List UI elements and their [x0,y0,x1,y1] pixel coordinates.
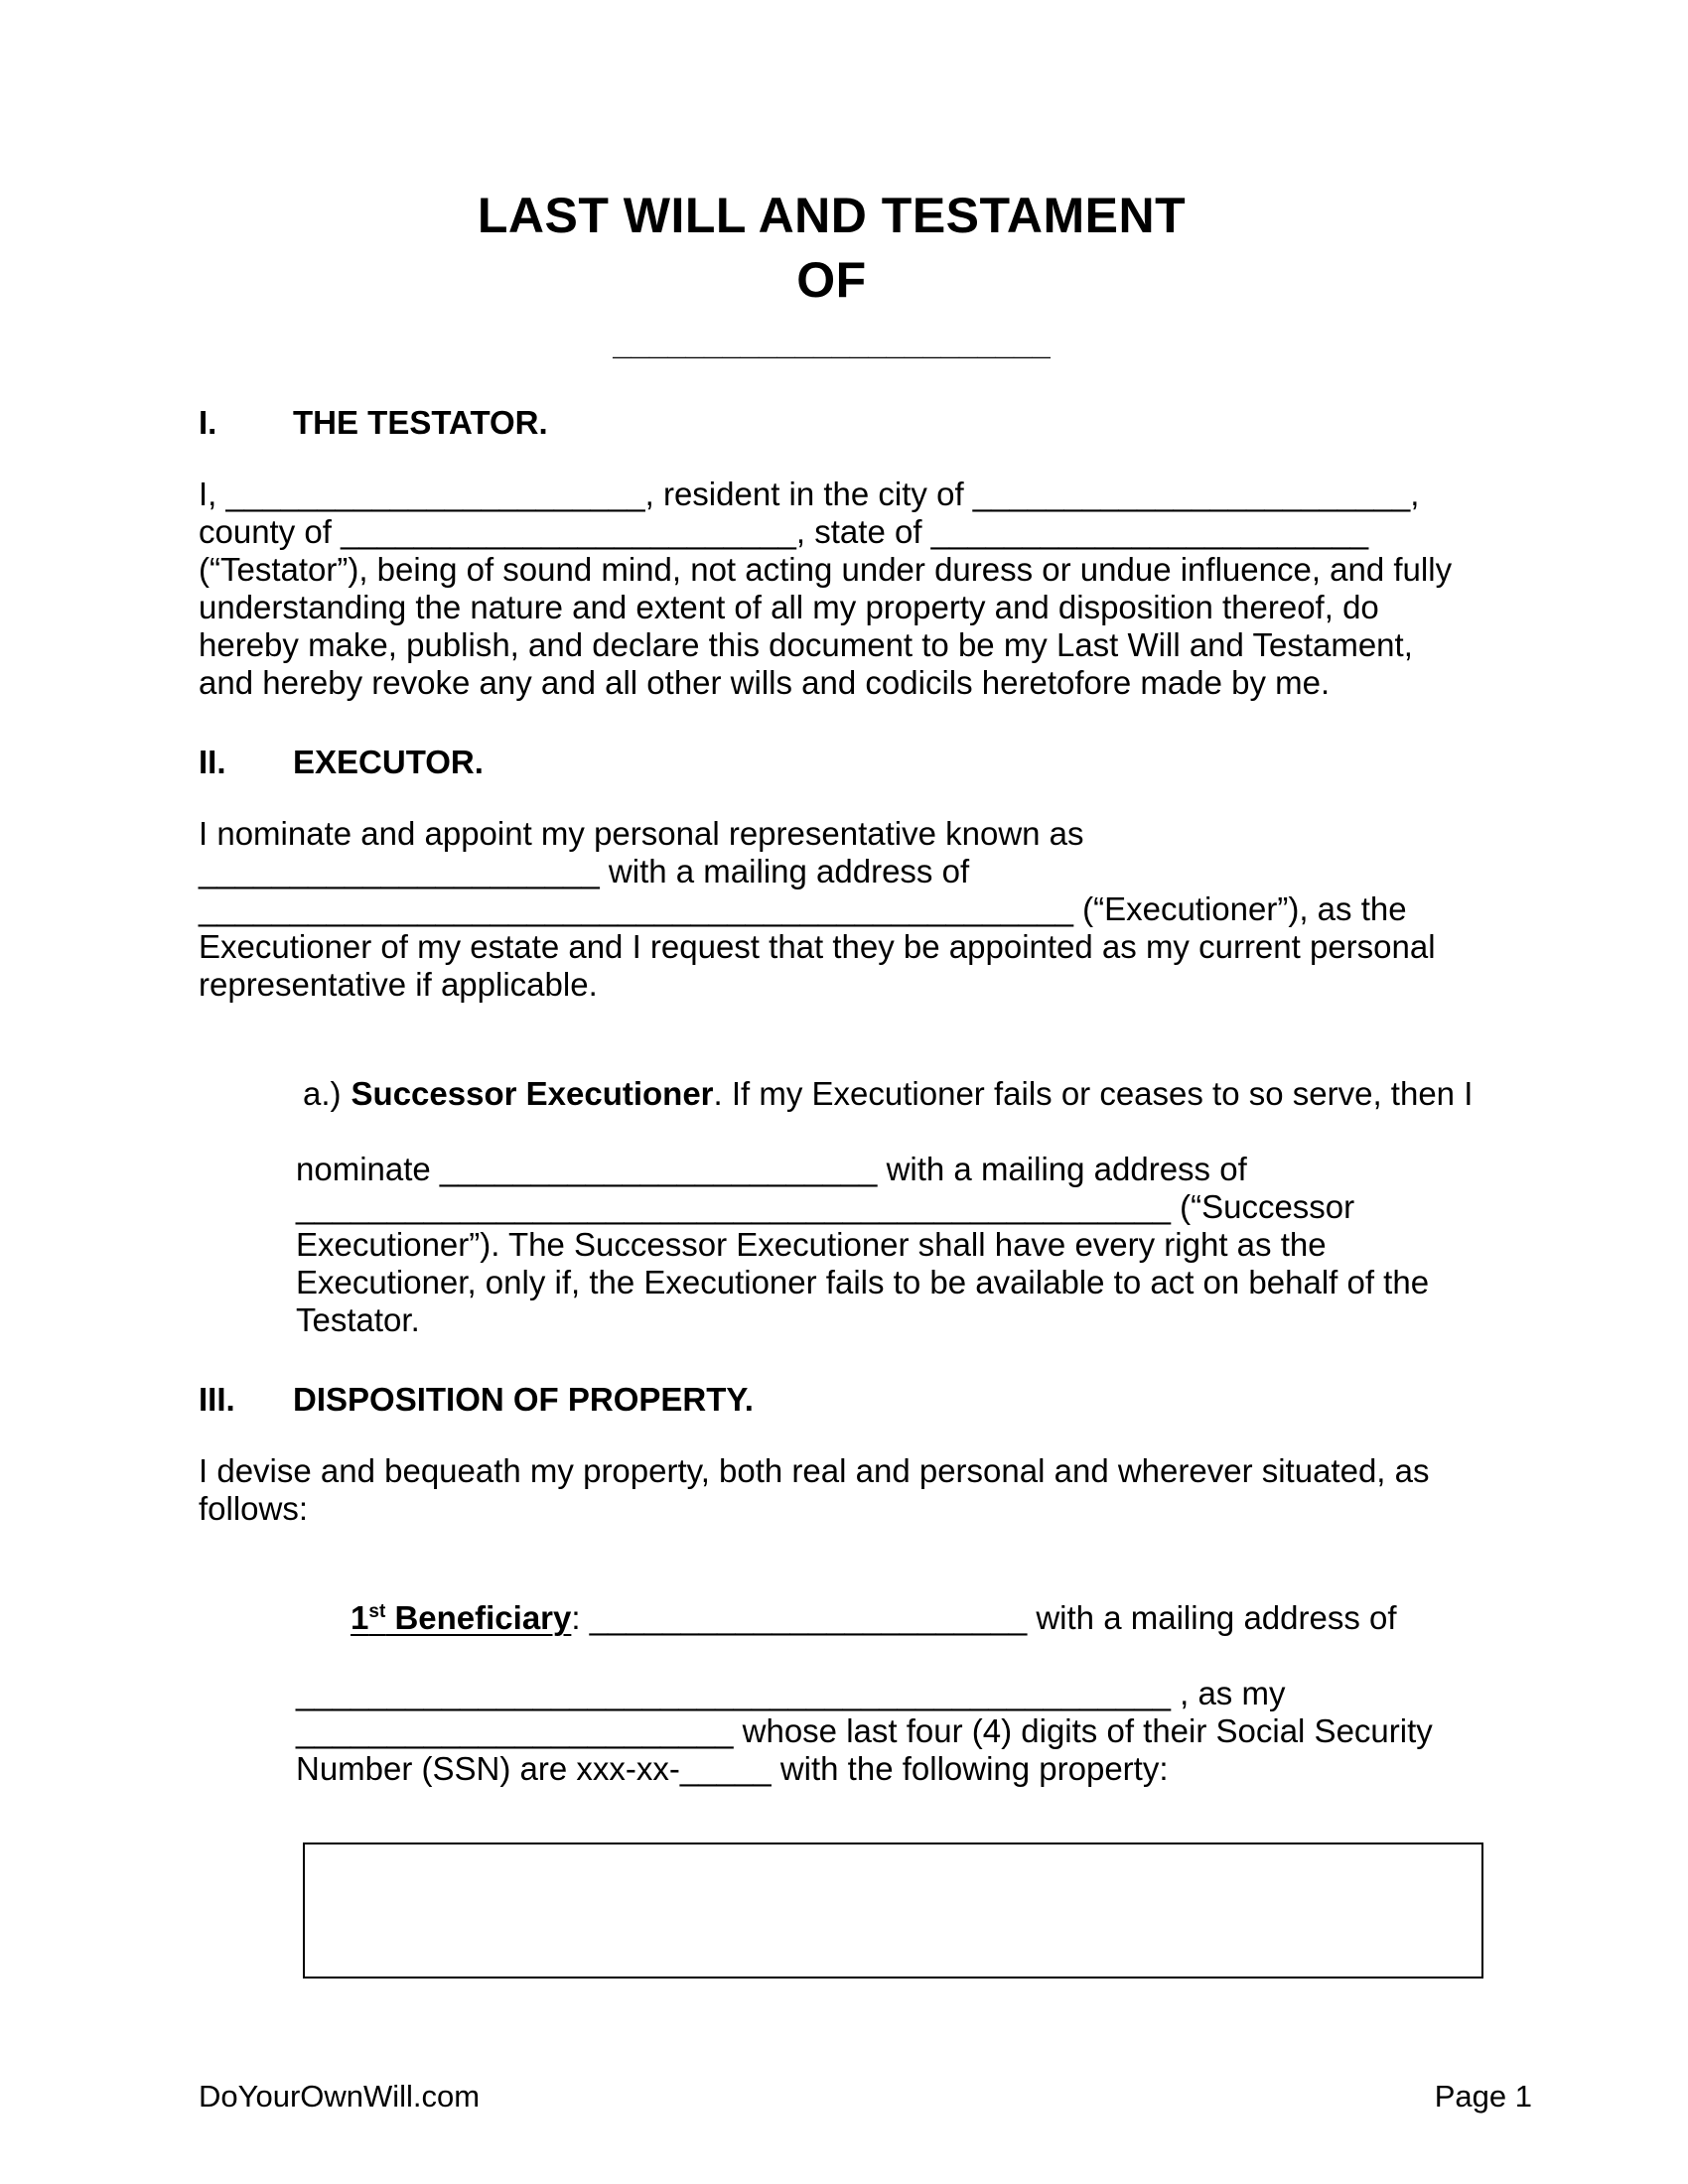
text-line: nominate ________________________ with a mailing address of [296,1151,1247,1187]
title-block [199,0,1465,362]
document-page [199,0,1539,1979]
document-title: LAST WILL AND TESTAMENT [477,188,1187,243]
text-line: follows: [199,1490,309,1527]
document-title-of: OF [796,252,867,308]
section-heading-label: DISPOSITION OF PROPERTY. [293,1381,754,1418]
beneficiary-number: 1 [351,1599,369,1636]
text-line: ______________________ with a mailing address of [199,853,970,889]
text-line: Executioner, only if, the Executioner fails to be available to act on behalf of the [296,1264,1430,1300]
text-line: I, _______________________, resident in the city of ________________________, [199,476,1420,512]
text-line: I nominate and appoint my personal representative known as [199,815,1084,852]
text-line: county of _________________________, state of ________________________ [199,513,1369,550]
ordinal-suffix: st [368,1601,386,1622]
beneficiary-word: Beneficiary [385,1599,572,1636]
text-line: (“Testator”), being of sound mind, not acting under duress or undue influence, and fully [199,551,1453,588]
section-heading-label: EXECUTOR. [293,744,484,780]
page-footer [199,2079,1532,2115]
successor-executioner-label: Successor Executioner [351,1075,714,1112]
first-beneficiary-text: : ________________________ with a mailing address of [571,1599,1397,1636]
section-heading-label: THE TESTATOR. [293,404,548,441]
first-beneficiary-clause [296,1562,1539,1788]
executor-paragraph [199,815,1539,1004]
footer-page-number: Page 1 [1434,2079,1532,2114]
text-line: Executioner”). The Successor Executioner shall have every right as the [296,1226,1327,1263]
section-numeral: II. [199,744,226,780]
text-line: ________________________________________________ (“Executioner”), as the [199,890,1407,927]
section-numeral: III. [199,1381,235,1418]
text-line: representative if applicable. [199,966,598,1003]
text-line: understanding the nature and extent of all my property and disposition thereof, do [199,589,1379,625]
text-line [296,1562,1539,1675]
section-numeral: I. [199,404,217,441]
section-heading-disposition [199,1381,1539,1419]
list-marker-a: a.) [303,1075,342,1112]
text-line: Testator. [296,1301,420,1338]
text-line: ________________________________________________ (“Successor [296,1188,1355,1225]
text-line: I devise and bequeath my property, both real and personal and wherever situated, as [199,1452,1430,1489]
disposition-paragraph [199,1452,1539,1528]
text-line: hereby make, publish, and declare this document to be my Last Will and Testament, [199,626,1413,663]
text-line: ________________________ whose last four (4) digits of their Social Security [296,1712,1433,1749]
text-line: Executioner of my estate and I request that they be appointed as my current personal [199,928,1436,965]
first-beneficiary-label [351,1599,571,1636]
text-line: Number (SSN) are xxx-xx-_____ with the following property: [296,1750,1169,1787]
text-line: and hereby revoke any and all other wills and codicils heretofore made by me. [199,664,1331,701]
successor-executioner-text: . If my Executioner fails or ceases to so serve, then I [713,1075,1474,1112]
text-line [248,1037,1539,1151]
successor-executioner-clause [296,1037,1539,1339]
section-heading-executor [199,744,1539,781]
testator-paragraph [199,476,1539,702]
testator-name-blank: ________________________ [613,325,1051,361]
property-description-box [303,1843,1483,1979]
text-line: ________________________________________________ , as my [296,1675,1286,1711]
footer-site: DoYourOwnWill.com [199,2079,481,2114]
section-heading-testator [199,404,1539,442]
